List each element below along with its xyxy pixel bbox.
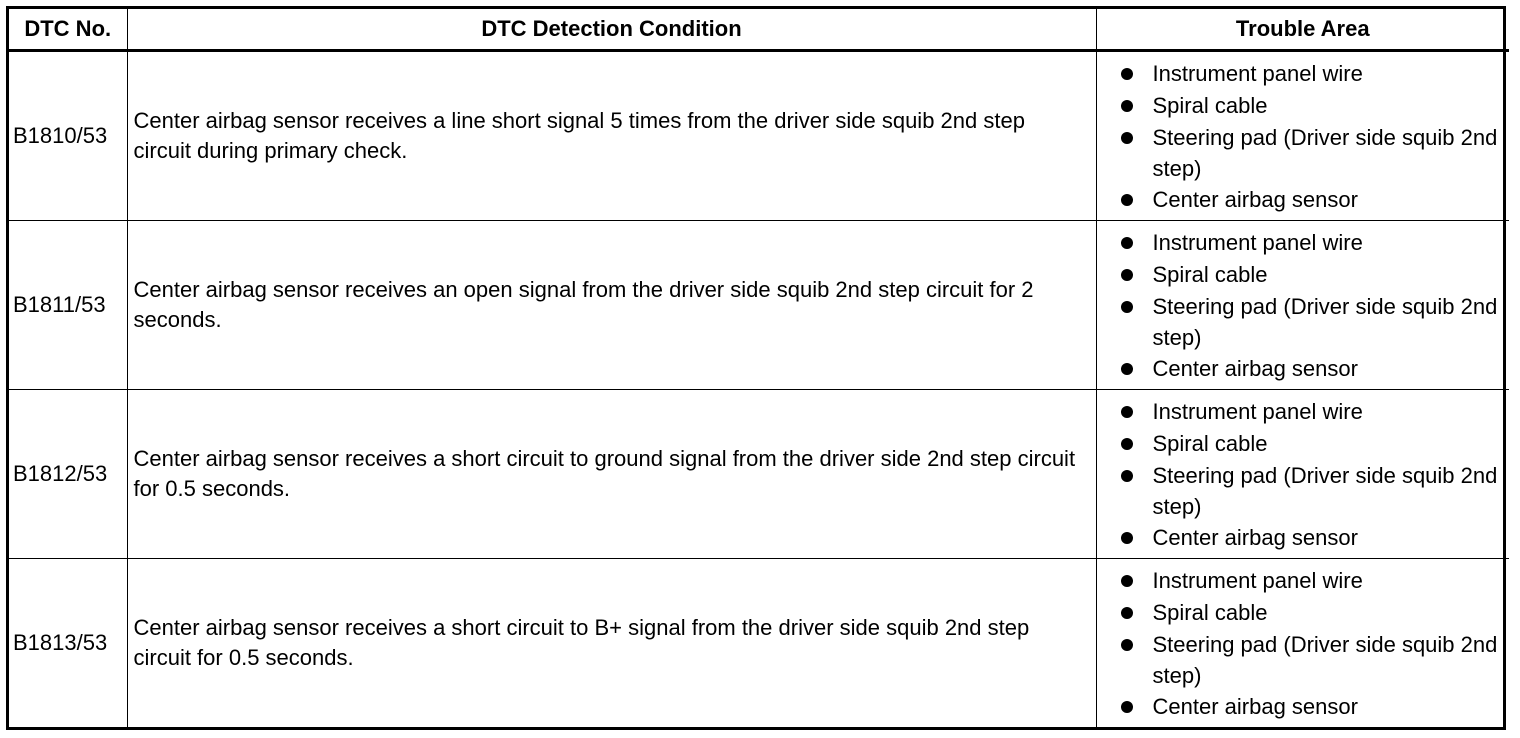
table-row — [9, 221, 1509, 390]
dtc-table — [9, 9, 1509, 727]
detection-condition-cell: Center airbag sensor receives an open signal from the driver side squib 2nd step circuit for 2 seconds. — [127, 221, 1096, 390]
trouble-area-list — [1119, 396, 1502, 554]
bullet-icon — [1121, 532, 1133, 544]
dtc-code-cell: B1813/53 — [9, 559, 127, 728]
bullet-icon — [1121, 237, 1133, 249]
list-item: Instrument panel wire — [1119, 227, 1502, 259]
list-item: Instrument panel wire — [1119, 565, 1502, 597]
list-item: Center airbag sensor — [1119, 522, 1502, 554]
trouble-area-cell — [1096, 559, 1509, 728]
dtc-table-container — [6, 6, 1506, 730]
list-item: Center airbag sensor — [1119, 691, 1502, 723]
header-row — [9, 9, 1509, 51]
bullet-icon — [1121, 607, 1133, 619]
header-detection-condition: DTC Detection Condition — [127, 9, 1096, 51]
list-item: Steering pad (Driver side squib 2nd step) — [1119, 460, 1502, 522]
trouble-area-cell — [1096, 221, 1509, 390]
bullet-icon — [1121, 132, 1133, 144]
list-item: Spiral cable — [1119, 259, 1502, 291]
list-item: Spiral cable — [1119, 428, 1502, 460]
detection-condition-cell: Center airbag sensor receives a short circuit to ground signal from the driver side 2nd step circuit for 0.5 seconds. — [127, 390, 1096, 559]
detection-condition-cell: Center airbag sensor receives a line short signal 5 times from the driver side squib 2nd step circuit during primary check. — [127, 51, 1096, 221]
trouble-area-cell — [1096, 51, 1509, 221]
table-row — [9, 390, 1509, 559]
trouble-area-list — [1119, 565, 1502, 723]
dtc-code-cell: B1812/53 — [9, 390, 127, 559]
bullet-icon — [1121, 100, 1133, 112]
list-item: Instrument panel wire — [1119, 58, 1502, 90]
list-item: Steering pad (Driver side squib 2nd step) — [1119, 629, 1502, 691]
trouble-area-list — [1119, 227, 1502, 385]
bullet-icon — [1121, 639, 1133, 651]
bullet-icon — [1121, 194, 1133, 206]
list-item: Steering pad (Driver side squib 2nd step) — [1119, 122, 1502, 184]
list-item: Spiral cable — [1119, 90, 1502, 122]
dtc-code-cell: B1810/53 — [9, 51, 127, 221]
dtc-code-cell: B1811/53 — [9, 221, 127, 390]
list-item: Center airbag sensor — [1119, 353, 1502, 385]
list-item: Spiral cable — [1119, 597, 1502, 629]
bullet-icon — [1121, 269, 1133, 281]
detection-condition-cell: Center airbag sensor receives a short circuit to B+ signal from the driver side squib 2nd step circuit for 0.5 seconds. — [127, 559, 1096, 728]
list-item: Steering pad (Driver side squib 2nd step) — [1119, 291, 1502, 353]
trouble-area-list — [1119, 58, 1502, 216]
bullet-icon — [1121, 470, 1133, 482]
bullet-icon — [1121, 406, 1133, 418]
list-item: Instrument panel wire — [1119, 396, 1502, 428]
bullet-icon — [1121, 575, 1133, 587]
trouble-area-cell — [1096, 390, 1509, 559]
header-dtc-no: DTC No. — [9, 9, 127, 51]
bullet-icon — [1121, 701, 1133, 713]
bullet-icon — [1121, 301, 1133, 313]
header-trouble-area: Trouble Area — [1096, 9, 1509, 51]
bullet-icon — [1121, 363, 1133, 375]
bullet-icon — [1121, 438, 1133, 450]
bullet-icon — [1121, 68, 1133, 80]
list-item: Center airbag sensor — [1119, 184, 1502, 216]
table-row — [9, 51, 1509, 221]
table-row — [9, 559, 1509, 728]
